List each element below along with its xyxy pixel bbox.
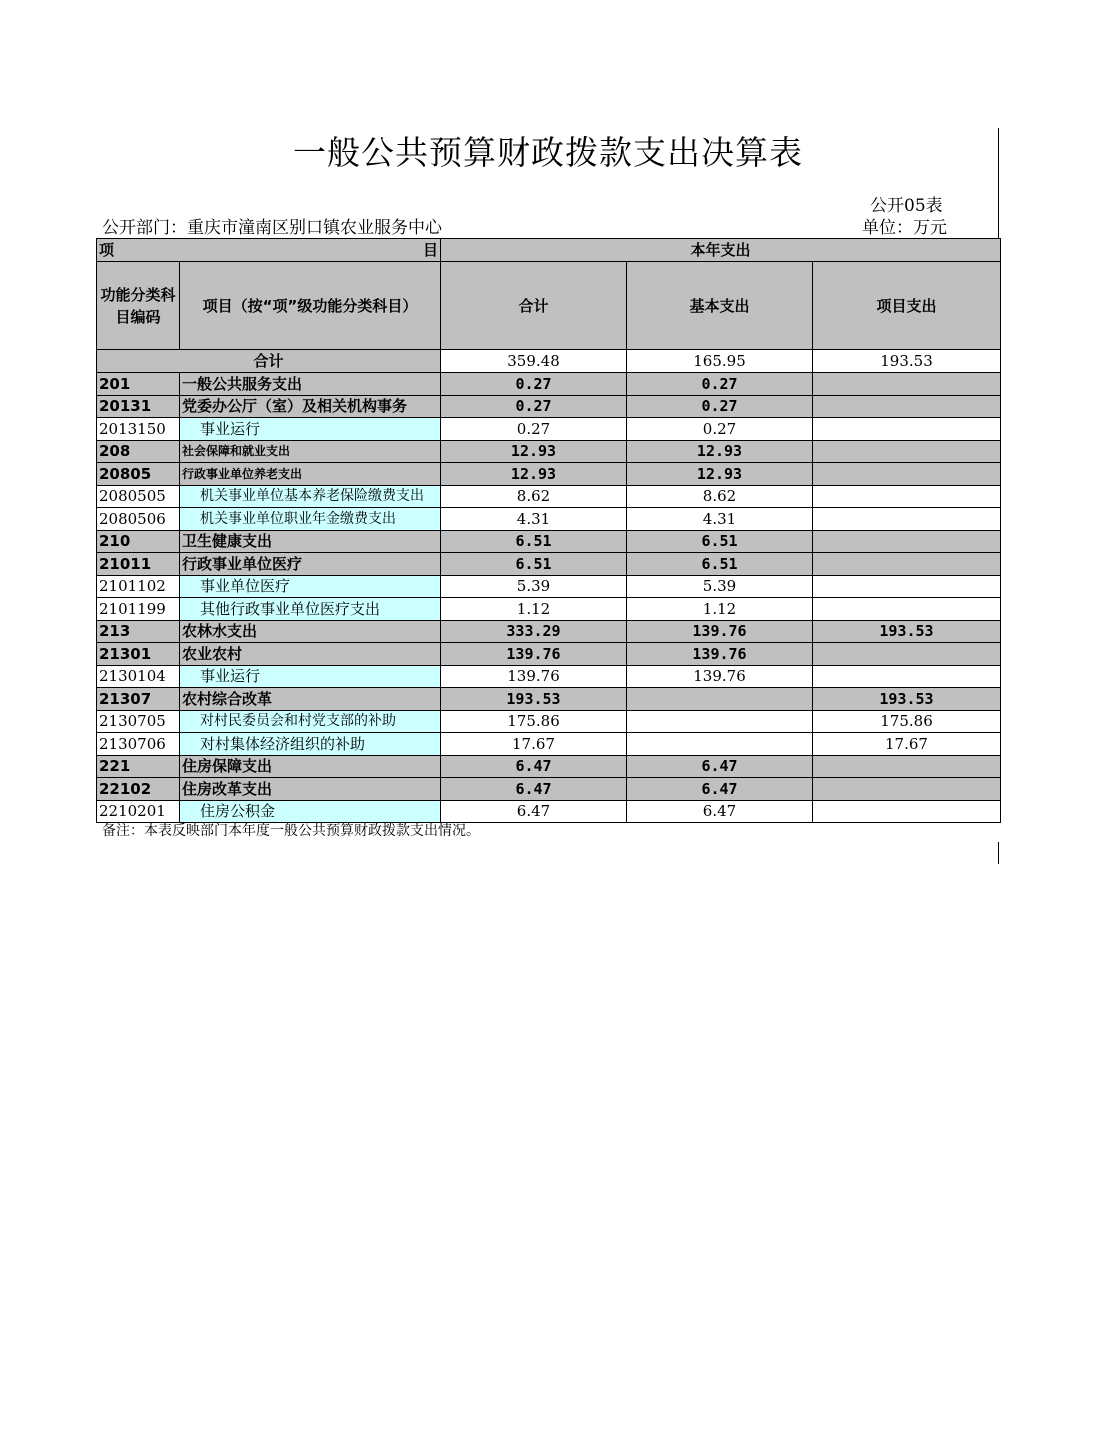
department-label: 公开部门：重庆市潼南区别口镇农业服务中心 xyxy=(102,218,442,238)
row-basic: 5.39 xyxy=(627,575,813,598)
row-code: 2210201 xyxy=(97,800,180,823)
row-project: 17.67 xyxy=(813,733,1001,756)
expenditure-table xyxy=(96,238,1001,823)
row-basic: 6.47 xyxy=(627,778,813,801)
row-name: 事业运行 xyxy=(180,418,441,441)
row-project xyxy=(813,598,1001,621)
row-name: 社会保障和就业支出 xyxy=(180,440,441,463)
table-row xyxy=(97,418,1001,441)
row-code: 2080505 xyxy=(97,485,180,508)
row-code: 210 xyxy=(97,530,180,553)
table-row xyxy=(97,643,1001,666)
row-total: 12.93 xyxy=(441,463,627,486)
row-name: 住房保障支出 xyxy=(180,755,441,778)
row-project xyxy=(813,575,1001,598)
row-name: 对村民委员会和村党支部的补助 xyxy=(180,710,441,733)
row-project: 175.86 xyxy=(813,710,1001,733)
table-row xyxy=(97,530,1001,553)
row-basic: 139.76 xyxy=(627,620,813,643)
row-project xyxy=(813,643,1001,666)
header-row-1 xyxy=(97,239,1001,262)
row-code: 20805 xyxy=(97,463,180,486)
page-title: 一般公共预算财政拨款支出决算表 xyxy=(293,133,803,172)
row-code: 2080506 xyxy=(97,508,180,531)
row-code: 2130104 xyxy=(97,665,180,688)
table-row xyxy=(97,620,1001,643)
row-total: 333.29 xyxy=(441,620,627,643)
row-total: 4.31 xyxy=(441,508,627,531)
row-project xyxy=(813,463,1001,486)
row-code: 213 xyxy=(97,620,180,643)
row-total: 6.47 xyxy=(441,755,627,778)
table-row xyxy=(97,688,1001,711)
row-basic: 8.62 xyxy=(627,485,813,508)
table-number: 公开05表 xyxy=(870,196,943,216)
row-project xyxy=(813,373,1001,396)
row-basic xyxy=(627,710,813,733)
total-column-header: 合计 xyxy=(441,262,627,350)
name-column-header: 项目（按“项”级功能分类科目） xyxy=(180,262,441,350)
row-project xyxy=(813,530,1001,553)
row-total: 0.27 xyxy=(441,418,627,441)
row-name: 党委办公厅（室）及相关机构事务 xyxy=(180,395,441,418)
row-total: 12.93 xyxy=(441,440,627,463)
row-name: 事业运行 xyxy=(180,665,441,688)
row-total: 0.27 xyxy=(441,373,627,396)
table-row xyxy=(97,665,1001,688)
row-code: 20131 xyxy=(97,395,180,418)
row-project xyxy=(813,508,1001,531)
row-basic: 4.31 xyxy=(627,508,813,531)
item-header-left: 项 xyxy=(99,241,115,259)
row-code: 21307 xyxy=(97,688,180,711)
grand-total-project: 193.53 xyxy=(813,350,1001,373)
row-basic xyxy=(627,688,813,711)
row-basic: 6.51 xyxy=(627,553,813,576)
current-year-header: 本年支出 xyxy=(441,239,1001,262)
row-total: 6.47 xyxy=(441,778,627,801)
row-code: 21011 xyxy=(97,553,180,576)
table-row xyxy=(97,755,1001,778)
row-basic: 0.27 xyxy=(627,418,813,441)
row-basic: 0.27 xyxy=(627,395,813,418)
table-row xyxy=(97,733,1001,756)
table-row xyxy=(97,508,1001,531)
table-row xyxy=(97,463,1001,486)
row-basic: 139.76 xyxy=(627,643,813,666)
row-basic: 139.76 xyxy=(627,665,813,688)
row-total: 193.53 xyxy=(441,688,627,711)
row-code: 2130706 xyxy=(97,733,180,756)
row-basic: 12.93 xyxy=(627,463,813,486)
row-name: 卫生健康支出 xyxy=(180,530,441,553)
row-name: 其他行政事业单位医疗支出 xyxy=(180,598,441,621)
table-row xyxy=(97,710,1001,733)
row-name: 行政事业单位医疗 xyxy=(180,553,441,576)
row-code: 221 xyxy=(97,755,180,778)
row-basic: 12.93 xyxy=(627,440,813,463)
row-basic xyxy=(627,733,813,756)
row-total: 139.76 xyxy=(441,643,627,666)
row-total: 175.86 xyxy=(441,710,627,733)
row-project xyxy=(813,755,1001,778)
table-row xyxy=(97,778,1001,801)
row-code: 2130705 xyxy=(97,710,180,733)
row-name: 农村综合改革 xyxy=(180,688,441,711)
row-project xyxy=(813,418,1001,441)
row-name: 机关事业单位职业年金缴费支出 xyxy=(180,508,441,531)
row-project: 193.53 xyxy=(813,688,1001,711)
row-code: 2101199 xyxy=(97,598,180,621)
row-project xyxy=(813,395,1001,418)
row-code: 201 xyxy=(97,373,180,396)
row-project xyxy=(813,485,1001,508)
project-column-header: 项目支出 xyxy=(813,262,1001,350)
item-header xyxy=(97,239,441,262)
footnote: 备注：本表反映部门本年度一般公共预算财政拨款支出情况。 xyxy=(102,823,480,839)
table-row xyxy=(97,440,1001,463)
row-total: 6.51 xyxy=(441,530,627,553)
row-code: 2101102 xyxy=(97,575,180,598)
unit-label: 单位：万元 xyxy=(862,218,947,238)
row-project xyxy=(813,778,1001,801)
item-header-right: 目 xyxy=(422,241,438,259)
table-row xyxy=(97,575,1001,598)
row-name: 机关事业单位基本养老保险缴费支出 xyxy=(180,485,441,508)
row-name: 行政事业单位养老支出 xyxy=(180,463,441,486)
table-row xyxy=(97,800,1001,823)
table-row xyxy=(97,485,1001,508)
row-code: 21301 xyxy=(97,643,180,666)
row-project xyxy=(813,440,1001,463)
row-total: 6.51 xyxy=(441,553,627,576)
row-total: 6.47 xyxy=(441,800,627,823)
grand-total-label: 合计 xyxy=(97,350,441,373)
row-name: 一般公共服务支出 xyxy=(180,373,441,396)
row-name: 住房改革支出 xyxy=(180,778,441,801)
row-code: 208 xyxy=(97,440,180,463)
row-total: 8.62 xyxy=(441,485,627,508)
row-basic: 6.47 xyxy=(627,800,813,823)
grand-total-row xyxy=(97,350,1001,373)
header-row-2 xyxy=(97,262,1001,350)
row-total: 0.27 xyxy=(441,395,627,418)
row-code: 22102 xyxy=(97,778,180,801)
row-project xyxy=(813,553,1001,576)
table-row xyxy=(97,553,1001,576)
grand-total-sum: 359.48 xyxy=(441,350,627,373)
row-basic: 1.12 xyxy=(627,598,813,621)
grand-total-basic: 165.95 xyxy=(627,350,813,373)
row-name: 事业单位医疗 xyxy=(180,575,441,598)
row-project xyxy=(813,800,1001,823)
row-total: 17.67 xyxy=(441,733,627,756)
table-row xyxy=(97,373,1001,396)
row-name: 农业农村 xyxy=(180,643,441,666)
row-total: 139.76 xyxy=(441,665,627,688)
row-project xyxy=(813,665,1001,688)
row-name: 对村集体经济组织的补助 xyxy=(180,733,441,756)
basic-column-header: 基本支出 xyxy=(627,262,813,350)
row-name: 农林水支出 xyxy=(180,620,441,643)
code-column-header: 功能分类科目编码 xyxy=(97,262,180,350)
row-code: 2013150 xyxy=(97,418,180,441)
row-name: 住房公积金 xyxy=(180,800,441,823)
row-basic: 0.27 xyxy=(627,373,813,396)
table-row xyxy=(97,395,1001,418)
row-basic: 6.47 xyxy=(627,755,813,778)
right-border-bottom xyxy=(998,842,999,864)
row-total: 1.12 xyxy=(441,598,627,621)
row-basic: 6.51 xyxy=(627,530,813,553)
table-row xyxy=(97,598,1001,621)
row-project: 193.53 xyxy=(813,620,1001,643)
row-total: 5.39 xyxy=(441,575,627,598)
